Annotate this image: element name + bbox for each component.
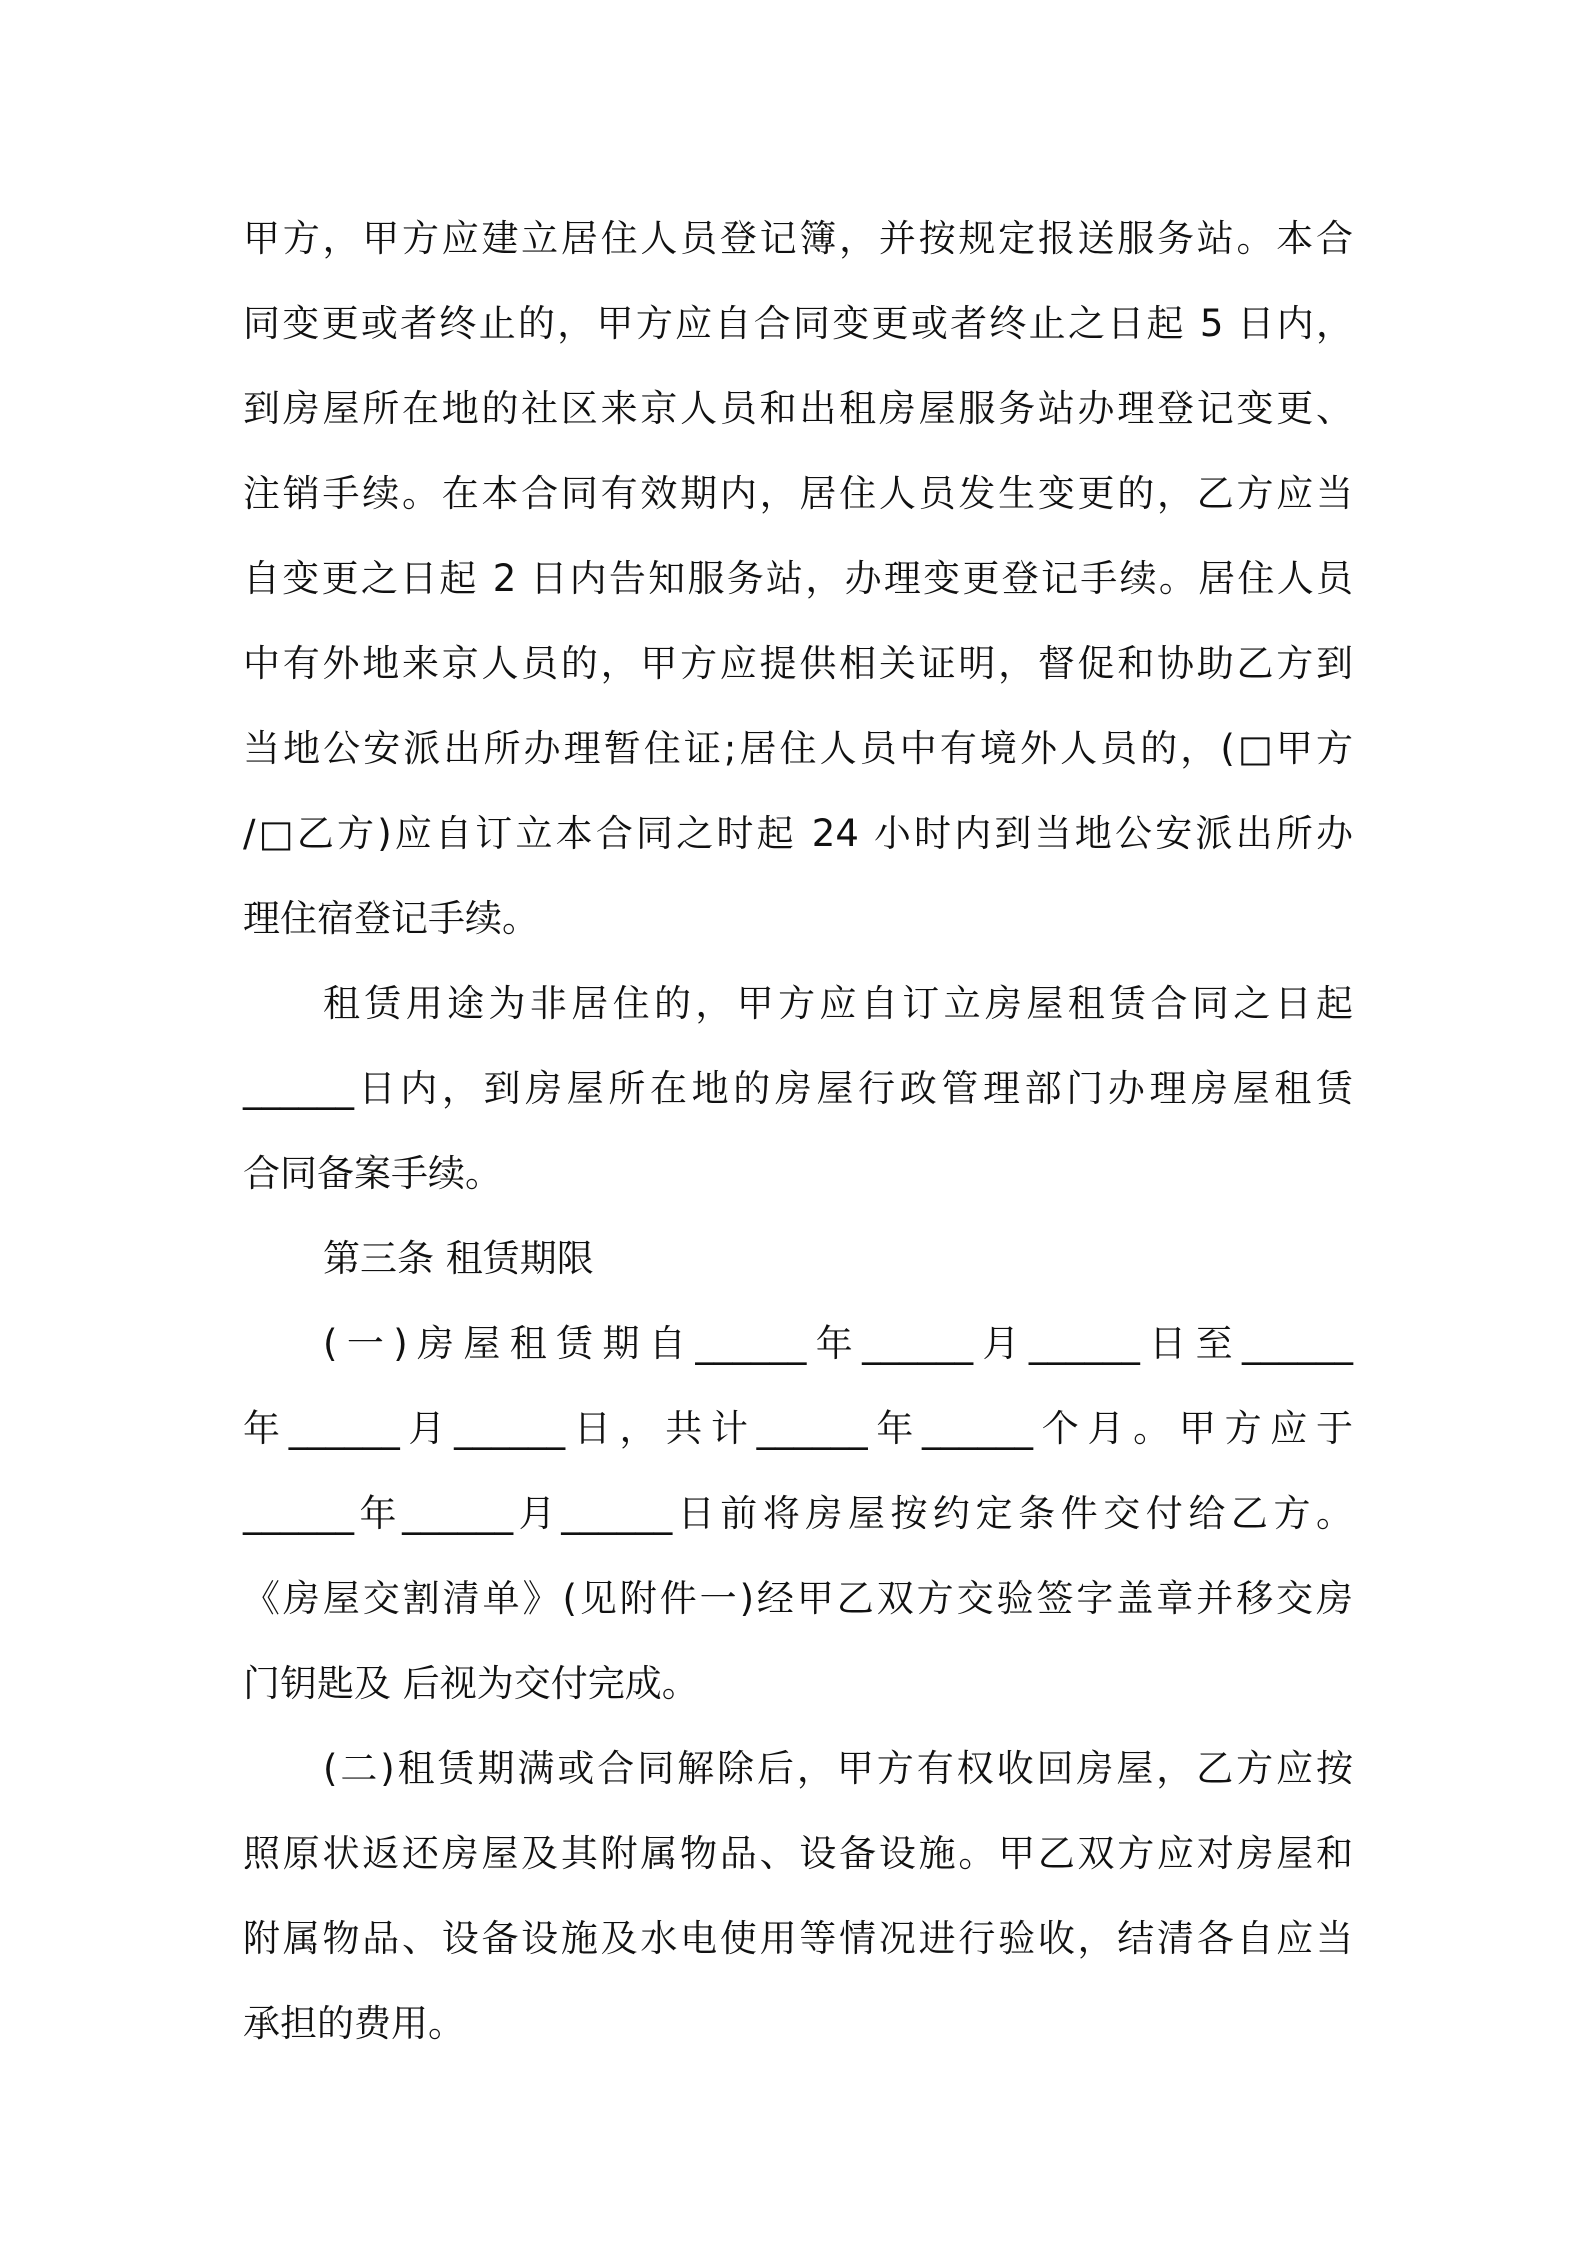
text-line: 门钥匙及 后视为交付完成。 <box>243 1662 699 1705</box>
paragraph-lease-term <box>243 1301 1353 1726</box>
text-line: 合同备案手续。 <box>243 1152 502 1195</box>
paragraph-non-residential-filing <box>243 961 1353 1216</box>
section-heading: 第三条 租赁期限 <box>323 1237 594 1280</box>
text-line: /□乙方)应自订立本合同之时起 24 小时内到当地公安派出所办 <box>243 812 1353 855</box>
paragraph-lease-expiry <box>243 1726 1353 2066</box>
text-line: 年______月______日，共计______年______个月。甲方应于 <box>243 1407 1353 1450</box>
text-line: 到房屋所在地的社区来京人员和出租房屋服务站办理登记变更、 <box>243 387 1353 430</box>
text-line: 《房屋交割清单》(见附件一)经甲乙双方交验签字盖章并移交房 <box>243 1577 1353 1620</box>
paragraph-residence-registration <box>243 196 1353 961</box>
document-body <box>243 196 1353 2066</box>
text-line: 自变更之日起 2 日内告知服务站，办理变更登记手续。居住人员 <box>243 557 1353 600</box>
text-line: 同变更或者终止的，甲方应自合同变更或者终止之日起 5 日内， <box>243 302 1353 345</box>
text-line: 当地公安派出所办理暂住证;居住人员中有境外人员的，(□甲方 <box>243 727 1353 770</box>
text-line: (二)租赁期满或合同解除后，甲方有权收回房屋，乙方应按 <box>323 1747 1353 1790</box>
text-line: 甲方，甲方应建立居住人员登记簿，并按规定报送服务站。本合 <box>243 217 1353 260</box>
section-heading-article-3 <box>243 1216 1353 1301</box>
text-line: 理住宿登记手续。 <box>243 897 539 940</box>
text-line: 注销手续。在本合同有效期内，居住人员发生变更的，乙方应当 <box>243 472 1353 515</box>
text-line: 中有外地来京人员的，甲方应提供相关证明，督促和协助乙方到 <box>243 642 1353 685</box>
text-line: (一)房屋租赁期自______年______月______日至______ <box>323 1322 1353 1365</box>
text-line: 附属物品、设备设施及水电使用等情况进行验收，结清各自应当 <box>243 1917 1353 1960</box>
text-line: 租赁用途为非居住的，甲方应自订立房屋租赁合同之日起 <box>323 982 1353 1025</box>
text-line: 照原状返还房屋及其附属物品、设备设施。甲乙双方应对房屋和 <box>243 1832 1353 1875</box>
text-line: 承担的费用。 <box>243 2002 465 2045</box>
text-line: ______日内，到房屋所在地的房屋行政管理部门办理房屋租赁 <box>243 1067 1353 1110</box>
text-line: ______年______月______日前将房屋按约定条件交付给乙方。 <box>243 1492 1353 1535</box>
